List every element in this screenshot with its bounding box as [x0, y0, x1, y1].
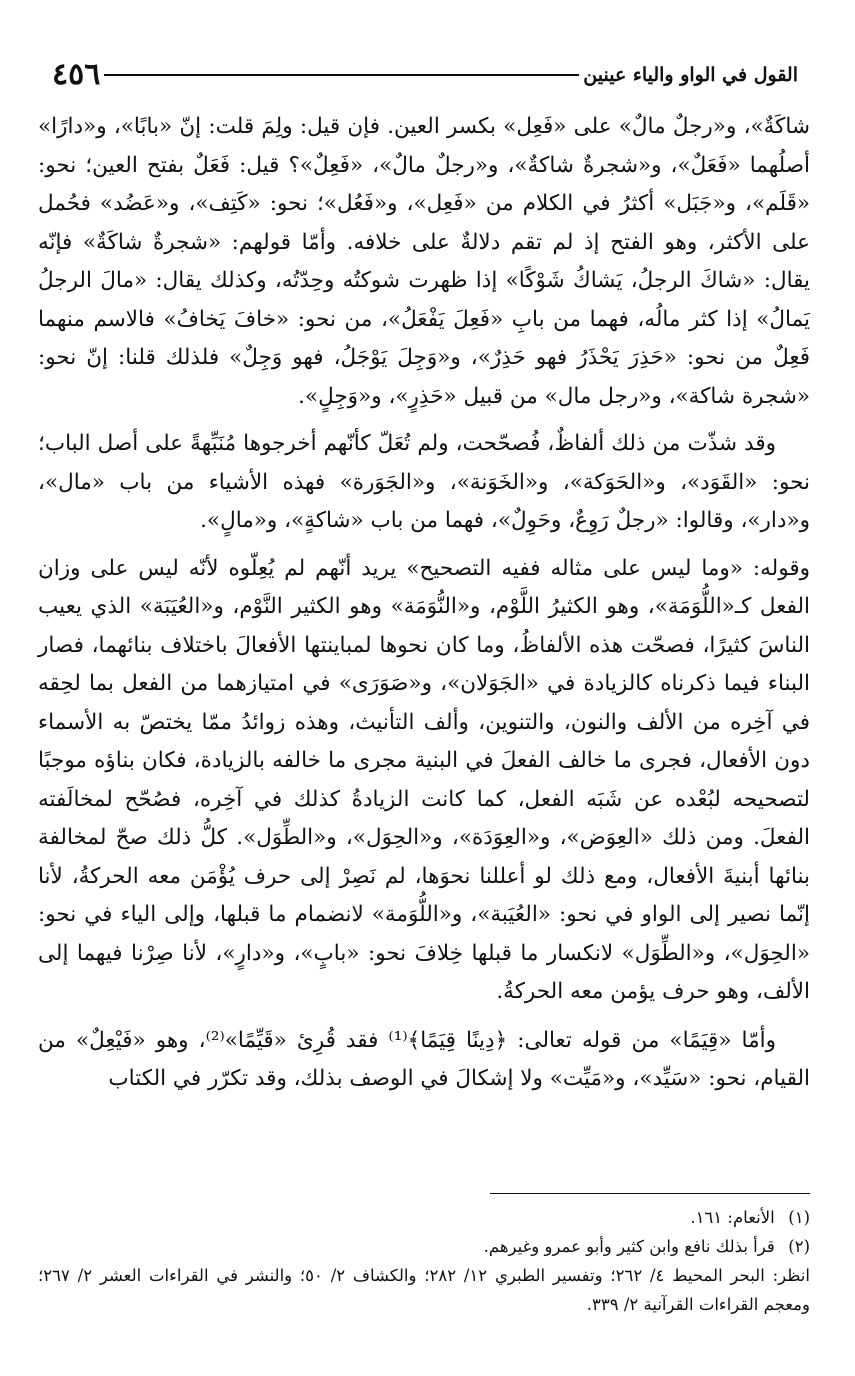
paragraph: وقوله: «وما ليس على مثاله ففيه التصحيح» يريد أنّهم لم يُعِلّوه لأنّه ليس على وزان الفعل كـ«اللُّوَمَة»، وهو الكثيرُ اللَّوْم، و«النُّوَمَة» وهو الكثير النَّوْم، و«العُيَبَة» الذي يعيب الناسَ كثيرًا، فصحّت هذه الألفاظُ، وما كان نحوها لمباينتها الأفعالَ باختلاف بنائهما، فصار البناء فيما ذكرناه كالزيادة في «الجَوَلان»، و«صَوَرَى» في امتيازهما من الفعل بما لحِقه في آخِره من الألف والنون، والتنوين، وألف التأنيث، وهذه زوائدُ ممّا يختصّ به الأسماء دون الأفعال، فجرى ما خالف الفعلَ في البنية مجرى ما خالفه بالزيادة، فكان بناؤه موجبًا لتصحيحه لبُعْده عن شَبَه الفعل، كما كانت الزيادةُ كذلك في آخِره، فصُحّح لمخالَفته الفعلَ. ومن ذلك «العِوَض»، و«العِوَدَة»، و«الحِوَل»، و«الطِّوَل». كلُّ ذلك صحّ لمخالفة بنائها أبنيةَ الأفعال، ومع ذلك لو أعللنا نحوَها، لم نَصِرْ إلى حرف يُؤْمَن معه الحركةُ، لأنا إنّما نصير إلى الواو في نحو: «العُيَبة»، و«اللُّوَمة» لانضمام ما قبلها، وإلى الياء في نحو: «الحِوَل»، و«الطِّوَل» لانكسار ما قبلها خِلافَ نحو: «بابٍ»، و«دارٍ»، لأنا صِرْنا فيهما إلى الألف، وهو حرف يؤمن معه الحركةُ. — [38, 555, 810, 1004]
footnote-text: الأنعام: ١٦١. — [690, 1208, 775, 1227]
footnote — [38, 1203, 810, 1232]
paragraph — [38, 425, 810, 541]
footnote-rule — [490, 1193, 810, 1194]
footnote-text: انظر: البحر المحيط ٤/ ٢٦٢؛ وتفسير الطبري ١٢/ ٢٨٢؛ والكشاف ٢/ ٥٠؛ والنشر في القراءات العشر ٢/ ٢٦٧؛ ومعجم القراءات القرآنية ٢/ ٣٣٩. — [38, 1266, 810, 1314]
header-rule — [104, 74, 579, 76]
footnotes — [38, 1203, 810, 1319]
body-text — [38, 108, 810, 1099]
footnote-continuation — [38, 1261, 810, 1319]
paragraph-text: وقد شذّت من ذلك ألفاظٌ، فُصحّحت، ولم تُعَلّ كأنّهم أخرجوها مُنَبِّهةً على أصل الباب؛ نحو: «القَوَد»، و«الحَوَكة»، و«الخَوَنة»، و«الجَوَرة» فهذه الأشياء من باب «مال»، و«دار»، وقالوا: «رجلٌ رَوِعٌ، وحَوِلٌ»، فهما من باب «شاكةٍ»، و«مالٍ». — [38, 431, 810, 533]
running-head — [38, 58, 810, 92]
footnote-number: (١) — [788, 1208, 810, 1227]
paragraph — [38, 1022, 810, 1099]
footnote — [38, 1232, 810, 1261]
footnote-number: (٢) — [788, 1237, 810, 1256]
paragraph: شاكَةٌ»، و«رجلٌ مالٌ» على «فَعِل» بكسر العين. فإن قيل: ولِمَ قلت: إنّ «بابًا»، و«دارًا» أصلُهما «فَعَلٌ»، و«شجرةٌ شاكةٌ»، و«رجلٌ مالٌ»، «فَعِلٌ»؟ قيل: فَعَلٌ بفتح العين؛ نحو: «قَلَم»، و«جَبَل» أكثرُ في الكلام من «فَعِل»، و«فَعُل»؛ نحو: «كَتِف»، و«عَضُد» فحُمل على الأكثر، وهو الفتح إذ لم تقم دلالةٌ على خلافه. وأمّا قولهم: «شجرةٌ شاكَةٌ» فإنّه يقال: «شاكَ الرجلُ، يَشاكُ شَوْكًا» إذا ظهرت شوكتُه وحِدّتُه، وكذلك يقال: «مالَ الرجلُ يَمالُ» إذا كثر مالُه، فهما من بابِ «فَعِلَ يَفْعَلُ»، من نحو: «خافَ يَخافُ» فالاسم منهما فَعِلٌ من نحو: «حَذِرَ يَحْذَرُ فهو حَذِرٌ»، و«وَجِلَ يَوْجَلُ، فهو وَجِلٌ» فلذلك قلنا: إنّ نحو: «شجرة شاكة»، و«رجل مال» من قبيل «حَذِرٍ»، و«وَجِلٍ». — [38, 114, 810, 409]
paragraph-text: وأمّا «قِيَمًا» من قوله تعالى: ﴿دِينًا قِيَمًا﴾⁽¹⁾ فقد قُرِئ «قَيِّمًا»⁽²⁾، وهو «فَيْعِلٌ» من القيام، نحو: «سَيِّد»، و«مَيِّت» ولا إشكالَ في الوصف بذلك، وقد تكرّر في الكتاب — [38, 1027, 810, 1091]
chapter-title: القول في الواو والياء عينين — [583, 64, 798, 86]
footnote-text: قرأ بذلك نافع وابن كثير وأبو عمرو وغيرهم. — [483, 1237, 775, 1256]
book-page — [38, 0, 810, 1376]
page-number: ٤٥٦ — [52, 57, 101, 92]
